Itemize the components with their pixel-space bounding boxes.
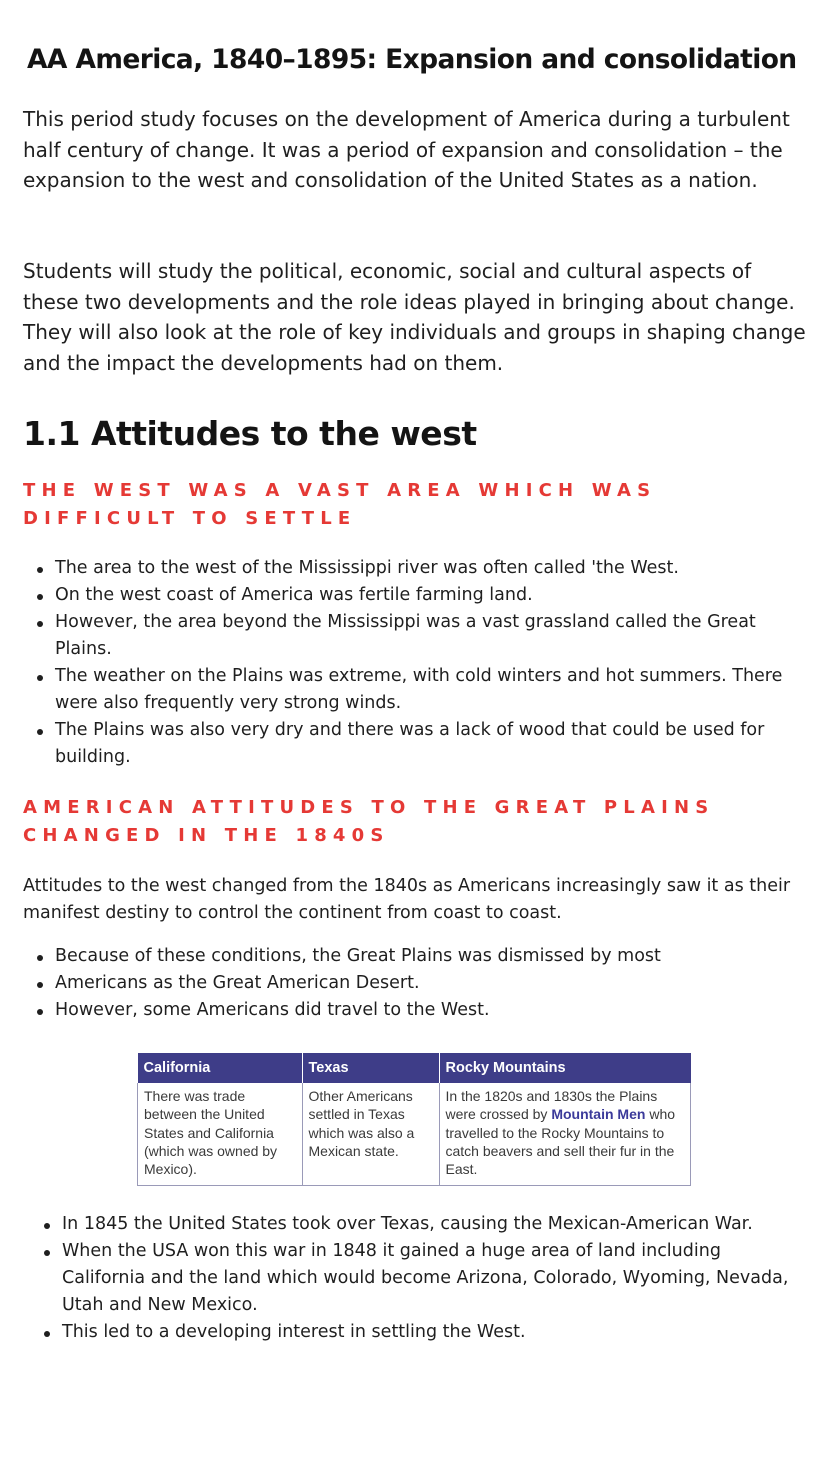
bullet-icon	[44, 1331, 50, 1337]
section-title: 1.1 Attitudes to the west	[23, 414, 477, 453]
table-row	[138, 1083, 691, 1186]
table-header-row	[138, 1053, 691, 1083]
table-header-texas: Texas	[302, 1053, 439, 1083]
table-cell-california: There was trade between the United States and California (which was owned by Mexico).	[138, 1083, 303, 1186]
mountain-men-highlight: Mountain Men	[551, 1106, 646, 1123]
table-cell-rocky-mountains: In the 1820s and 1830s the Plains were crossed by Mountain Men who travelled to the Rocky Mountains to catch beavers and sell their fur in the East.	[439, 1083, 691, 1186]
great-plains-bullet-list	[23, 943, 793, 1024]
list-item: However, the area beyond the Mississippi was a vast grassland called the Great Plains.	[23, 609, 793, 663]
west-bullet-list	[23, 555, 793, 771]
list-item: Because of these conditions, the Great Plains was dismissed by most	[23, 943, 793, 970]
list-item: In 1845 the United States took over Texas, causing the Mexican-American War.	[30, 1211, 800, 1238]
table-header-rocky-mountains: Rocky Mountains	[439, 1053, 691, 1083]
intro-paragraph-2: Students will study the political, economic, social and cultural aspects of these two developments and the role ideas played in bringing about change. They will also look at the role of key individuals and groups in shaping change and the impact the developments had on them.	[23, 259, 806, 375]
intro-paragraph-1: This period study focuses on the development of America during a turbulent half century of change. It was a period of expansion and consolidation – the expansion to the west and consolidation of the United States as a nation.	[23, 107, 790, 192]
bullet-icon	[37, 621, 43, 627]
list-item: When the USA won this war in 1848 it gained a huge area of land including California and the land which would become Arizona, Colorado, Wyoming, Nevada, Utah and New Mexico.	[30, 1238, 800, 1319]
list-item: Americans as the Great American Desert.	[23, 970, 793, 997]
bullet-icon	[37, 982, 43, 988]
attitudes-paragraph: Attitudes to the west changed from the 1840s as Americans increasingly saw it as their manifest destiny to control the continent from coast to coast.	[23, 876, 791, 923]
subsection-heading-great-plains: AMERICAN ATTITUDES TO THE GREAT PLAINS CHANGED IN THE 1840S	[23, 797, 715, 846]
bullet-icon	[44, 1250, 50, 1256]
war-bullet-list	[30, 1211, 800, 1346]
list-item: The weather on the Plains was extreme, with cold winters and hot summers. There were also frequently very strong winds.	[23, 663, 793, 717]
subsection-heading-west: THE WEST WAS A VAST AREA WHICH WAS DIFFICULT TO SETTLE	[23, 480, 657, 529]
list-item: However, some Americans did travel to the West.	[23, 997, 793, 1024]
table-header-california: California	[138, 1053, 303, 1083]
list-item: On the west coast of America was fertile farming land.	[23, 582, 793, 609]
destinations-table	[137, 1053, 691, 1186]
list-item: The Plains was also very dry and there was a lack of wood that could be used for building.	[23, 717, 793, 771]
bullet-icon	[44, 1223, 50, 1229]
list-item: The area to the west of the Mississippi river was often called 'the West.	[23, 555, 793, 582]
table-cell-texas: Other Americans settled in Texas which was also a Mexican state.	[302, 1083, 439, 1186]
bullet-icon	[37, 1009, 43, 1015]
bullet-icon	[37, 729, 43, 735]
list-item: This led to a developing interest in settling the West.	[30, 1319, 800, 1346]
bullet-icon	[37, 955, 43, 961]
bullet-icon	[37, 567, 43, 573]
bullet-icon	[37, 594, 43, 600]
page-title: AA America, 1840–1895: Expansion and consolidation	[27, 44, 797, 75]
bullet-icon	[37, 675, 43, 681]
